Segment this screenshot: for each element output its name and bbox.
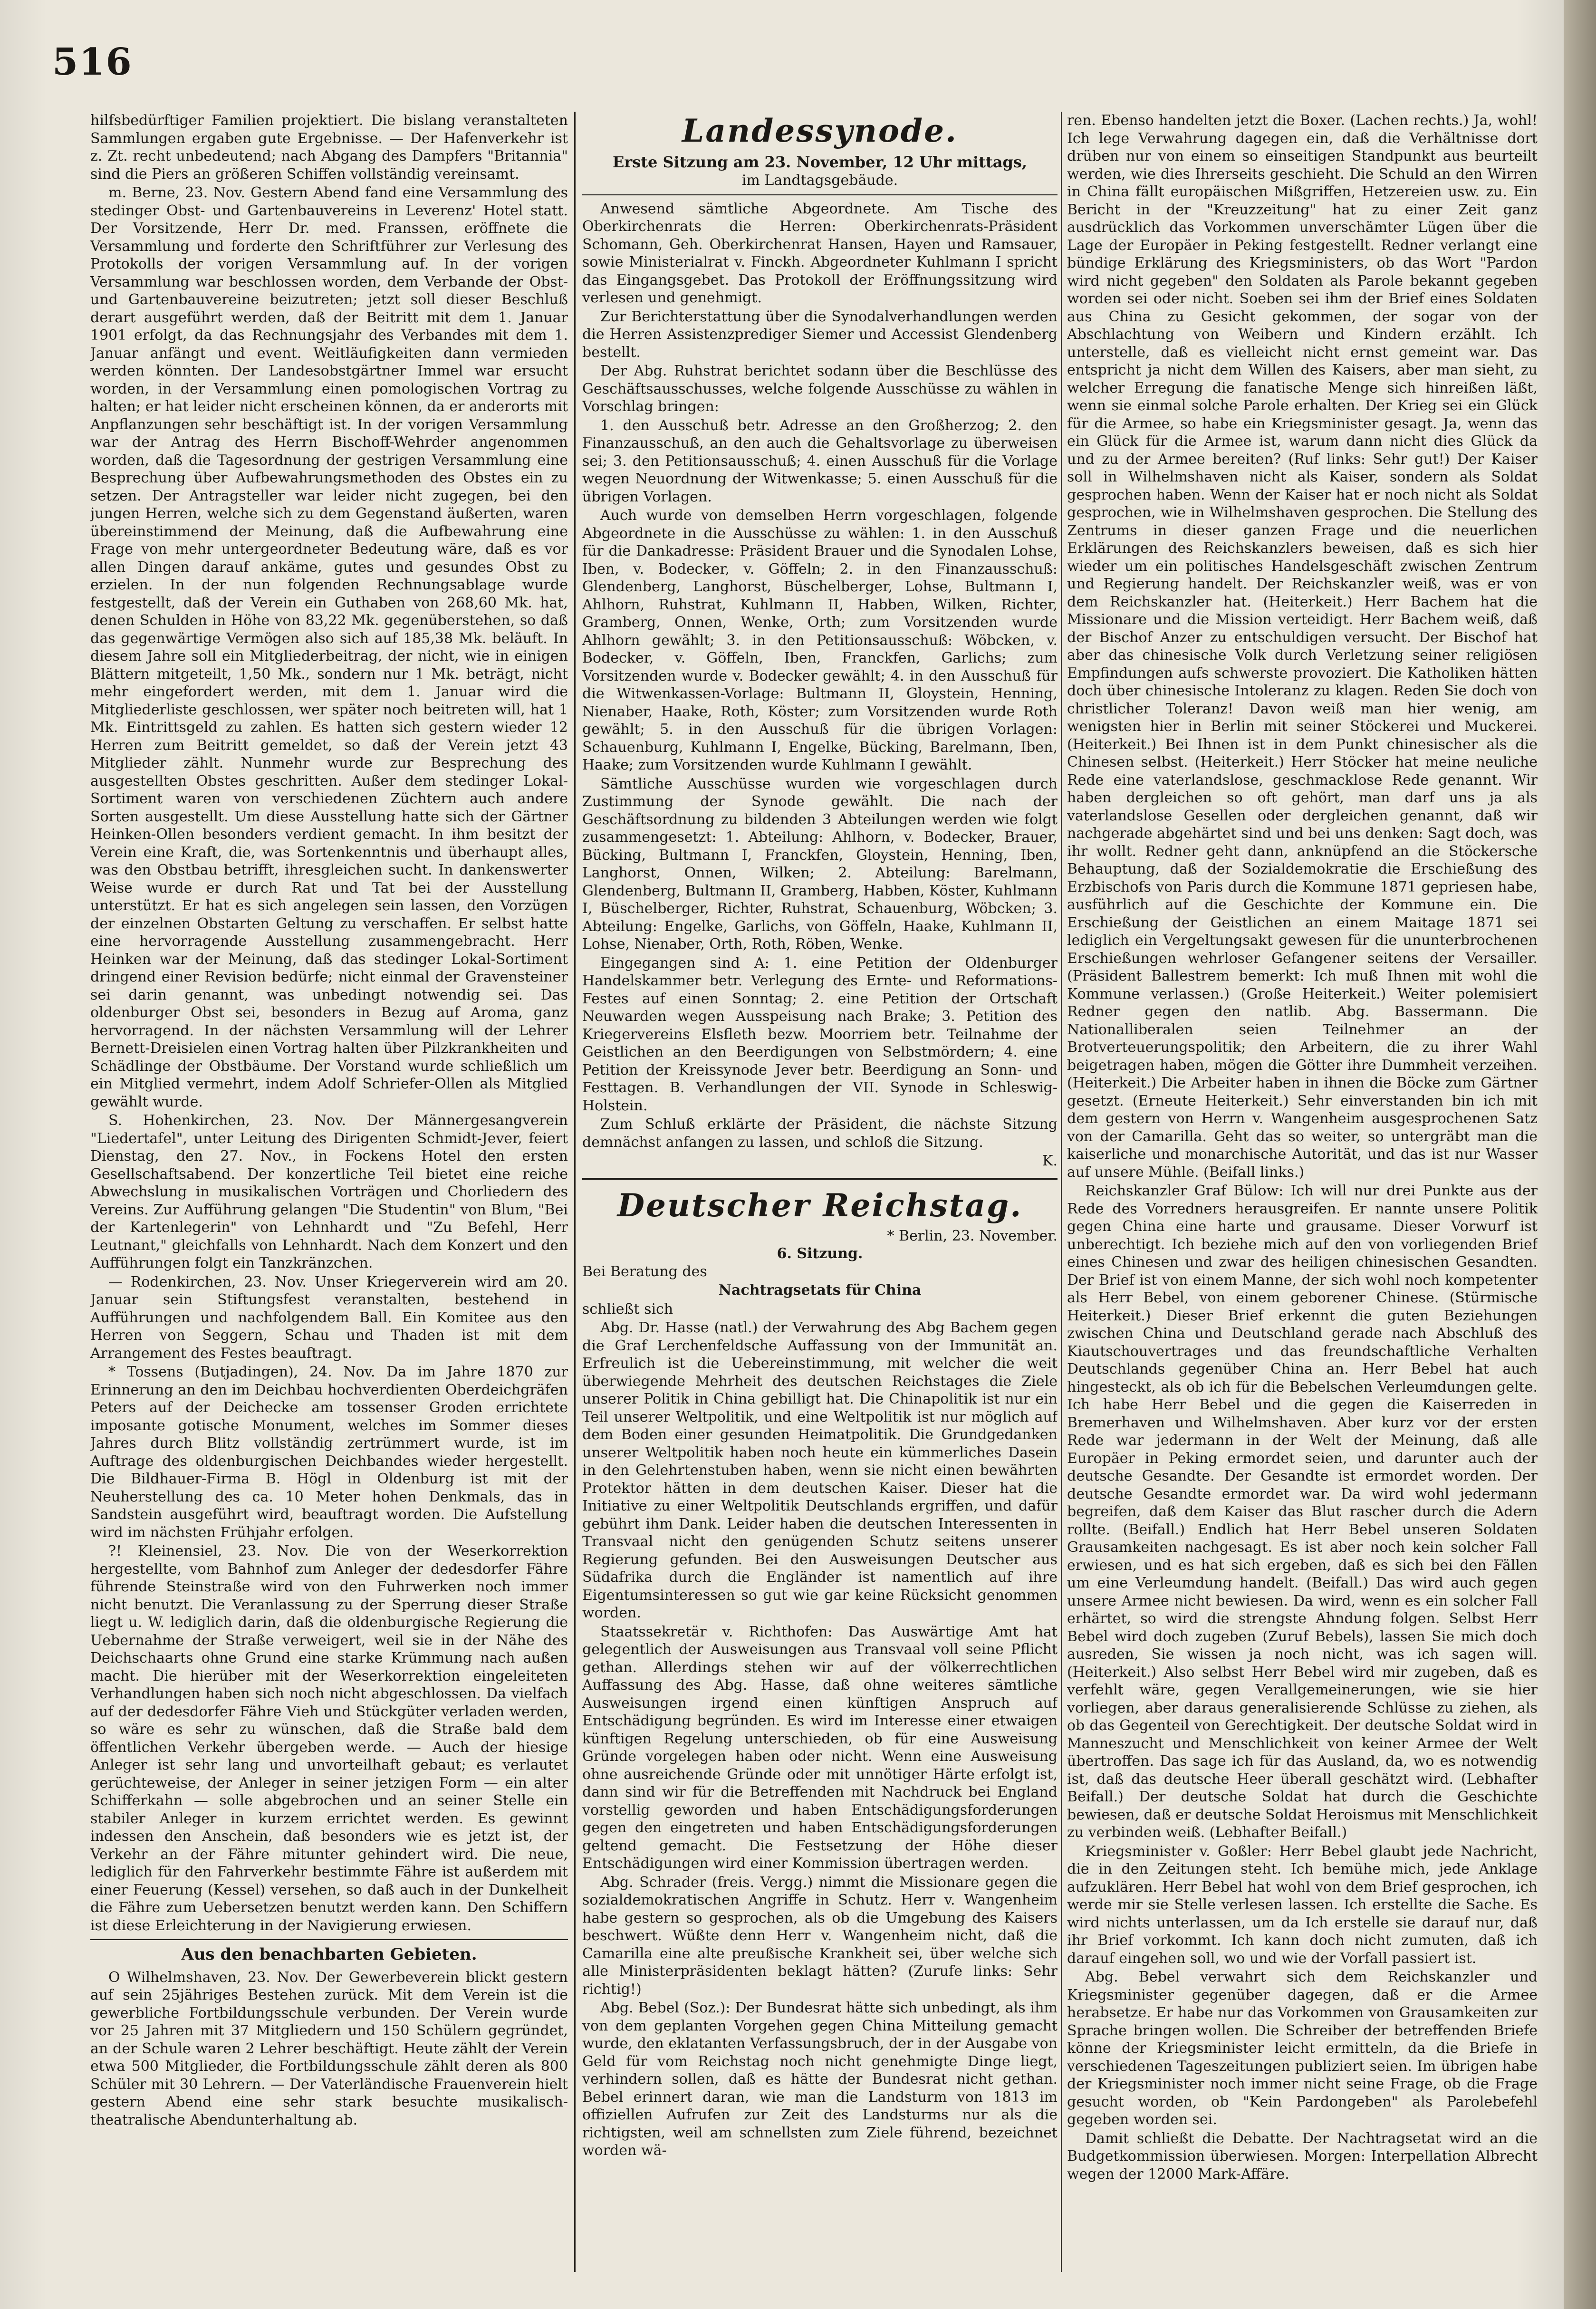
session-location: im Landtagsgebäude. — [741, 172, 898, 189]
column-rule — [574, 112, 576, 2272]
lead-topic: Nachtragsetats für China — [718, 1282, 922, 1299]
synode-paragraph: Der Abg. Ruhstrat berichtet sodann über die Beschlüsse des Geschäftsausschusses, welche folgende Ausschüsse zu wählen in Vorschlag bringen: — [582, 363, 1058, 415]
speech-gossler: Kriegsminister v. Goßler: Herr Bebel glaubt jede Nachricht, die in den Zeitungen steht. Ich bemühe mich, jede Anklage aufzuklären. Herr Bebel hat wohl von dem Brief gesprochen, ich werde mir sie Stelle verlesen lassen. Ich erstellte die Sache. Es wird nichts unterlassen, um da Ich erstelle sie darauf nur, daß ihr Brief vorkommt. Ich kann doch nicht zumuten, daß ich darauf eingehen soll, wo und wie der Vorfall passiert ist. — [1067, 1843, 1538, 1967]
speech-buelow: Reichskanzler Graf Bülow: Ich will nur drei Punkte aus der Rede des Vorredners herausgreifen. Er nannte unsere Politik gegen China eine harte und grausame. Dieser Vorwurf ist unberechtigt. Ich beziehe mich auf den von vorliegenden Brief eines Chinesen und zwar des heiligen chinesischen Gesandten. Der Brief ist von einem Manne, der sich wohl noch kompetenter als Herr Bebel, von einem geborener Chinese. (Stürmische Heiterkeit.) Dieser Brief erkennt die guten Beziehungen zwischen China und Deutschland gerade nach Abschluß des Kiautschouvertrages und das freundschaftliche Verhalten Deutschlands gegenüber China an. Herr Bebel hat auch hingesteckt, als ob ich für die Bebelschen Verleumdungen gelte. Ich habe Herr Bebel und die gegen die Kaiserreden in Bremerhaven und Wilhelmshaven. Aber kurz vor der ersten Rede war jedermann in der Welt der Meinung, daß alle Europäer in Peking ermordet seien, und darunter auch der deutsche Gesandte. Der Gesandte ist ermordet worden. Der deutsche Gesandte ermordet war. Da wird wohl jedermann begreifen, daß dem Kaiser das Blut rascher durch die Adern rollte. (Beifall.) Endlich hat Herr Bebel unseren Soldaten Grausamkeiten nachgesagt. Es ist aber noch kein solcher Fall erwiesen, und es hat sich ergeben, daß es sich bei den Fällen um eine Verleumdung handelt. (Beifall.) Das wird auch gegen unsere Armee nicht bewiesen. Da wird, wenn es ein solcher Fall erhärtet, so wird die strengste Ahndung folgen. Selbst Herr Bebel wird doch zugeben (Zuruf Bebels), lassen Sie mich doch ausreden, Sie wissen ja noch nicht, was ich sagen will. (Heiterkeit.) Also selbst Herr Bebel wird mir zugeben, daß es verfehlt wäre, gegen Verallgemeinerungen, wie sie hier vorliegen, aber daraus generalisierende Schlüsse zu ziehen, als ob das Gegenteil von Gerechtigkeit. Der deutsche Soldat wird in Manneszucht und Menschlichkeit von keiner Armee der Welt übertroffen. Das sage ich für das Ausland, da, wo es notwendig ist, daß das deutsche Heer überall geschätzt wird. (Lebhafter Beifall.) Der deutsche Soldat hat durch die Geschichte bewiesen, daß er deutsche Soldat Heroismus mit Menschlichkeit zu verbinden weiß. (Lebhafter Beifall.) — [1067, 1183, 1538, 1841]
column-3 — [1067, 112, 1538, 2277]
section-heading: Aus den benachbarten Gebieten. — [181, 1945, 477, 1964]
section-title-reichstag: Deutscher Reichstag. — [617, 1186, 1023, 1224]
article-rodenkirchen: — Rodenkirchen, 23. Nov. Unser Kriegerverein wird am 20. Januar sein Stiftungsfest veranstalten, bestehend in Aufführungen und nachfolgendem Ball. Ein Komitee aus den Herren von Seggern, Schau und Thaden ist mit dem Arrangement des Festes beauftragt. — [90, 1273, 568, 1362]
article-kleinensiel: ?! Kleinensiel, 23. Nov. Die von der Weserkorrektion hergestellte, vom Bahnhof zum Anleger der dedesdorfer Fähre führende Steinstraße wird von den Fuhrwerken noch immer nicht benutzt. Die Veranlassung zu der Sperrung dieser Straße liegt u. W. lediglich darin, daß die oldenburgische Regierung die Uebernahme der Straße verweigert, weil sie in der Nähe des Deichschaarts ohne Grund eine starke Krümmung nach außen macht. Die hierüber mit der Weserkorrektion eingeleiteten Verhandlungen haben sich noch nicht abgeschlossen. Da vielfach auf der dedesdorfer Fähre Vieh und Stückgüter verladen werden, so wäre es sehr zu wünschen, daß die Straße bald dem öffentlichen Verkehr übergeben werde. — Auch der hiesige Anleger ist sehr lang und unvorteilhaft gebaut; es verlautet gerüchteweise, der Anleger in seiner jetzigen Form — ein alter Schifferkahn — solle abgebrochen und an seiner Stelle ein stabiler Anleger in kurzem errichtet werden. Es gewinnt indessen den Anschein, daß besonders wie es jetzt ist, der Verkehr an der Fähre mitunter gehindert wird. Die neue, lediglich für den Fahrverkehr bestimmte Fähre ist außerdem mit einer Feuerung (Kessel) versehen, so daß auch in der Dunkelheit die Fähre zum Uebersetzen benutzt werden kann. Den Schiffern ist diese Erleichterung in der Navigierung erwiesen. — [90, 1543, 568, 1934]
divider — [582, 194, 1058, 195]
article-tossens: * Tossens (Butjadingen), 24. Nov. Da im Jahre 1870 zur Erinnerung an den im Deichbau hochverdienten Oberdeichgräfen Peters auf der Deichecke am tossenser Groden errichtete imposante gotische Monument, welches im Sommer dieses Jahres durch Blitz vollständig zertrümmert wurde, ist im Auftrage des oldenburgischen Deichbandes wieder hergestellt. Die Bildhauer-Firma B. Högl in Oldenburg ist mit der Neuherstellung des ca. 10 Meter hohen Denkmals, das in Sandstein ausgeführt wird, beauftragt worden. Die Aufstellung wird im nächsten Frühjahr erfolgen. — [90, 1364, 568, 1541]
synode-paragraph: Auch wurde von demselben Herrn vorgeschlagen, folgende Abgeordnete in die Ausschüsse zu wählen: 1. in den Ausschuß für die Dankadresse: Präsident Brauer und die Synodalen Lohse, Iben, v. Bodecker, v. Göffeln; 2. in den Finanzausschuß: Glendenberg, Langhorst, Büschelberger, Lohse, Bultmann I, Ahlhorn, Ruhstrat, Kuhlmann II, Habben, Wilken, Richter, Gramberg, Onnen, Wenke, Orth; zum Vorsitzenden wurde Ahlhorn gewählt; 3. in den Petitionsausschuß: Wöbcken, v. Bodecker, v. Göffeln, Iben, Franckfen, Garlichs; zum Vorsitzenden wurde v. Bodecker gewählt; 4. in den Ausschuß für die Witwenkassen-Vorlage: Bultmann II, Gloystein, Henning, Nienaber, Haake, Roth, Köster; zum Vorsitzenden wurde Roth gewählt; 5. in den Ausschuß für die übrigen Vorlagen: Schauenburg, Kuhlmann I, Engelke, Bücking, Barelmann, Iben, Haake; zum Vorsitzenden wurde Kuhlmann I gewählt. — [582, 507, 1058, 773]
speech-richthofen: Staatssekretär v. Richthofen: Das Auswärtige Amt hat gelegentlich der Ausweisungen aus Transvaal voll seine Pflicht gethan. Allerdings stehen wir auf der völkerrechtlichen Auffassung des Abg. Hasse, daß ohne weiteres sämtliche Ausweisungen irgend einen künftigen Anspruch auf Entschädigung begründen. Es wird im Interesse einer etwaigen künftigen Regelung unterschieden, ob für eine Ausweisung Gründe vorgelegen haben oder nicht. Wenn eine Ausweisung ohne ausreichende Gründe oder mit unnötiger Härte erfolgt ist, dann sind wir für die Betreffenden mit Nachdruck bei England vorstellig geworden und haben Entschädigungsforderungen gegen den eingetreten und haben Entschädigungsforderungen geltend gemacht. Die Festsetzung der Höhe dieser Entschädigungen wird einer Kommission übertragen werden. — [582, 1623, 1058, 1872]
lead-line: Bei Beratung des — [582, 1263, 707, 1280]
speech-bebel-reply: Abg. Bebel verwahrt sich dem Reichskanzler und Kriegsminister gegenüber dagegen, daß er die Armee herabsetze. Er habe nur das Vorkommen von Grausamkeiten zur Sprache bringen wollen. Die Schreiber der betreffenden Briefe könne der Kriegsminister leicht ermitteln, da die Briefe in verschiedenen Tageszeitungen publiziert seien. Im übrigen habe der Kriegsminister noch immer nicht seine Frage, ob die Frage gesucht worden, ob "Kein Pardongeben" als Parolebefehl gegeben worden sei. — [1067, 1969, 1538, 2128]
session-subtitle: Erste Sitzung am 23. November, 12 Uhr mittags, — [613, 153, 1027, 171]
author-sign: K. — [1042, 1153, 1058, 1169]
synode-committee-list: 1. den Ausschuß betr. Adresse an den Großherzog; 2. den Finanzausschuß, an den auch die Gehaltsvorlage zu überweisen sei; 3. den Petitionsausschuß; 4. einen Ausschuß für die Vorlage wegen Neuordnung der Witwenkasse; 5. einen Ausschuß für die übrigen Vorlagen. — [582, 417, 1058, 505]
closing-note: Damit schließt die Debatte. Der Nachtragsetat wird an die Budgetkommission überwiesen. Morgen: Interpellation Albrecht wegen der 12000 Mark-Affäre. — [1067, 2130, 1538, 2183]
synode-paragraph: Sämtliche Ausschüsse wurden wie vorgeschlagen durch Zustimmung der Synode gewählt. Die nach der Geschäftsordnung zu bildenden 3 Abteilungen werden wie folgt zusammengesetzt: 1. Abteilung: Ahlhorn, v. Bodecker, Brauer, Bücking, Bultmann I, Franckfen, Gloystein, Henning, Iben, Langhorst, Onnen, Wilken; 2. Abteilung: Barelmann, Glendenberg, Bultmann II, Gramberg, Habben, Köster, Kuhlmann I, Büschelberger, Richter, Ruhstrat, Schauenburg, Wöbcken; 3. Abteilung: Engelke, Garlichs, von Göffeln, Haake, Kuhlmann II, Lohse, Nienaber, Orth, Roth, Röben, Wenke. — [582, 775, 1058, 952]
speech-schrader: Abg. Schrader (freis. Vergg.) nimmt die Missionare gegen die sozialdemokratischen Angriffe in Schutz. Herr v. Wangenheim habe gestern so gesprochen, als ob die Umgebung des Kaisers beschwert. Wüßte denn Herr v. Wangenheim nicht, daß die Camarilla eine alte preußische Krankheit sei, über welche sich alle Ministerpräsidenten beklagt hätten? (Zurufe links: Sehr richtig!) — [582, 1874, 1058, 1998]
dateline: * Berlin, 23. November. — [887, 1227, 1058, 1244]
speech-bebel: Abg. Bebel (Soz.): Der Bundesrat hätte sich unbedingt, als ihm von dem geplanten Vorgehen gegen China Mitteilung gemacht wurde, den eklatanten Verfassungsbruch, der in der Ausgabe von Geld für vom Reichstag noch nicht genehmigte Dinge liegt, verhindern sollen, daß es hätte der Bundesrat nicht gethan. Bebel erinnert daran, wie man die Landsturm von 1813 im offiziellen Aufrufen zur Zeit des Landsturms nur als die richtigsten, weil am schnellsten zum Ziele führend, bezeichnet worden wä- — [582, 2000, 1058, 2159]
column-rule — [1061, 112, 1062, 2272]
synode-paragraph: Eingegangen sind A: 1. eine Petition der Oldenburger Handelskammer betr. Verlegung des Ernte- und Reformations-Festes auf einen Sonntag; 2. eine Petition der Ortschaft Neuwarden wegen Ausspeisung nach Brake; 3. Petition des Kriegervereins Elsfleth bezw. Moorriem betr. Teilnahme der Geistlichen an den Beerdigungen von Selbstmördern; 4. eine Petition der Kreissynode Jever betr. Beerdigung an Sonn- und Festtagen. B. Verhandlungen der VII. Synode in Schleswig-Holstein. — [582, 954, 1058, 1114]
session-number: 6. Sitzung. — [777, 1245, 863, 1262]
speech-hasse: Abg. Dr. Hasse (natl.) der Verwahrung des Abg Bachem gegen die Graf Lerchenfeldsche Auffassung von der Immunität an. Erfreulich ist die Uebereinstimmung, mit welcher die weit überwiegende Mehrheit des deutschen Reichstages die Ziele unserer Politik in China gebilligt hat. Die Chinapolitik ist nur ein Teil unserer Weltpolitik, und eine Weltpolitik ist nur möglich auf dem Boden einer gesunden Heimatpolitik. Die Grundgedanken unserer Weltpolitik haben noch heute ein kümmerliches Dasein in den Gelehrtenstuben haben, wenn sie nicht einen bewährten Protektor hätten in dem deutschen Kaiser. Dieser hat die Initiative zu einer Weltpolitik Deutschlands ergriffen, und dafür gebührt ihm Dank. Leider haben die deutschen Interessenten in Transvaal nicht den genügenden Schutz seitens unserer Regierung gefunden. Bei den Ausweisungen Deutscher aus Südafrika durch die Engländer ist namentlich auf ihre Eigentumsinteressen so gut wie gar keine Rücksicht genommen worden. — [582, 1319, 1058, 1621]
section-title-landessynode: Landessynode. — [682, 112, 958, 149]
article-berne: m. Berne, 23. Nov. Gestern Abend fand eine Versammlung des stedinger Obst- und Gartenbauvereins in Leverenz' Hotel statt. Der Vorsitzende, Herr Dr. med. Franssen, eröffnete die Versammlung und forderte den Schriftführer zur Verlesung des Protokolls der vorigen Versammlung auf. In der vorigen Versammlung war beschlossen worden, dem Verbande der Obst- und Gartenbauvereine beizutreten; jetzt soll dieser Beschluß derart ausgeführt werden, daß der Beitritt mit dem 1. Januar 1901 erfolgt, da das Rechnungsjahr des Verbandes mit dem 1. Januar anfängt und event. Weitläufigkeiten dann vermieden werden könnten. Der Landesobstgärtner Immel war ersucht worden, in der Versammlung einen pomologischen Vortrag zu halten; er hat leider nicht erscheinen können, da er anderorts mit Anpflanzungen sehr beschäftigt ist. In der vorigen Versammlung war der Antrag des Herrn Bischoff-Wehrder angenommen worden, daß die Tagesordnung der gestrigen Versammlung eine Besprechung über Aufbewahrungsmethoden des Obstes ein zu setzen. Der Antragsteller war leider nicht zugegen, bei den jungen Herren, welche sich zu dem Gegenstand äußerten, waren übereinstimmend der Meinung, daß die Aufbewahrung eine Frage von mehr untergeordneter Bedeutung wäre, daß es vor allen Dingen darauf ankäme, gutes und gesundes Obst zu erzielen. In der nun folgenden Rechnungsablage wurde festgestellt, daß der Verein ein Guthaben von 268,60 Mk. hat, denen Schulden in Höhe von 83,22 Mk. gegenüberstehen, so daß das gegenwärtige Vermögen also sich auf 185,38 Mk. beläuft. In diesem Jahre soll ein Mitgliederbeitrag, der nicht, wie in einigen Blättern mitgeteilt, 1,50 Mk., sondern nur 1 Mk. beträgt, nicht mehr eingefordert werden, mit dem 1. Januar wird die Mitgliederliste geschlossen, wer später noch beitreten will, hat 1 Mk. Eintrittsgeld zu zahlen. Es hatten sich gestern wieder 12 Herren zum Beitritt gemeldet, so daß der Verein jetzt 43 Mitglieder zählt. Nunmehr wurde zur Besprechung des ausgestellten Obstes geschritten. Außer dem stedinger Lokal-Sortiment waren von verschiedenen Züchtern auch andere Sorten ausgestellt. Um diese Ausstellung hatte sich der Gärtner Heinken-Ollen besonders verdient gemacht. In ihm besitzt der Verein eine Kraft, die, was Sortenkenntnis und überhaupt alles, was den Obstbau betrifft, ihresgleichen sucht. In dankenswerter Weise wurde er durch Rat und Tat bei der Ausstellung unterstützt. Er hat es sich angelegen sein lassen, den Vorzügen der einzelnen Obstarten Geltung zu verschaffen. Er selbst hatte eine hervorragende Ausstellung zusammengebracht. Herr Heinken war der Meinung, daß das stedinger Lokal-Sortiment dringend einer Revision bedürfe; nicht einmal der Gravensteiner sei darin genannt, was unbedingt notwendig sei. Das oldenburger Obst sei, besonders in Bezug auf Aroma, ganz hervorragend. In der nächsten Versammlung will der Lehrer Bernett-Dreisielen einen Vortrag halten über Pilzkrankheiten und Schädlinge der Obstbäume. Der Vorstand wurde schließlich um ein Mitglied vermehrt, indem Adolf Schriefer-Ollen als Mitglied gewählt wurde. — [90, 184, 568, 1110]
section-divider — [90, 1939, 568, 1940]
speech-bebel-continued: ren. Ebenso handelten jetzt die Boxer. (Lachen rechts.) Ja, wohl! Ich lege Verwahrung dagegen ein, daß die Verhältnisse dort drüben nur von einem so einseitigen Standpunkt aus beurteilt werden, wie dies Ihrerseits geschieht. Die Schuld an den Wirren in China fällt europäischen Mißgriffen, Hetzereien usw. zu. Ein Bericht in der "Kreuzzeitung" hat zu einer Zeit ganz ausdrücklich das Vorkommen unverschämter Lügen über die Lage der Europäer in Peking festgestellt. Redner verlangt eine bündige Erklärung des Kriegsministers, ob das Wort "Pardon wird nicht gegeben" den Soldaten als Parole bekannt gegeben worden sei oder nicht. Soeben sei ihm der Brief eines Soldaten aus China zu Gesicht gekommen, der sogar von der Abschlachtung von Weibern und Kindern erzählt. Ich unterstelle, daß es vielleicht nicht ernst gemeint war. Das entspricht ja nicht dem Willen des Kaisers, aber man sieht, zu welcher Erregung die fanatische Menge sich hinreißen läßt, wenn sie einmal solche Parole erhalten. Der Krieg sei ein Glück für die Armee, so habe ein Kriegsminister gesagt. Ja, wenn das ein Glück für die Armee ist, warum dann nicht dies Glück da und zu der Armee bereiten? (Ruf links: Sehr gut!) Der Kaiser soll in Wilhelmshaven nicht als Kaiser, sondern als Soldat gesprochen haben. Wenn der Kaiser hat er noch nicht als Soldat gesprochen, wie in Wilhelmshaven gesprochen. Die Stellung des Zentrums in dieser ganzen Frage und die neuerlichen Erklärungen des Reichskanzlers beweisen, daß es sich hier wieder um ein politisches Handelsgeschäft zwischen Zentrum und Regierung handelt. Der Reichskanzler weiß, was er von dem Reichskanzler hat. (Heiterkeit.) Herr Bachem hat die Missionare und die Mission verteidigt. Herr Bachem weiß, daß der Bischof Anzer zu entschuldigen versucht. Der Bischof hat aber das chinesische Volk durch Verletzung seiner religiösen Empfindungen aufs schwerste provoziert. Die Katholiken hätten doch über chinesische Intoleranz zu klagen. Reden Sie doch von christlicher Toleranz! Davon weiß man hier wenig, am wenigsten hier in Berlin mit seiner Stöckerei und Muckerei. (Heiterkeit.) Bei Ihnen ist in dem Punkt chinesischer als die Chinesen selbst. (Heiterkeit.) Herr Stöcker hat meine neuliche Rede eine vaterlandslose, geschmacklose Rede genannt. Wir haben dergleichen so oft gehört, man darf uns ja als vaterlandslose Gesellen oder dergleichen genannt, daß wir nachgerade abgehärtet sind und bei uns denken: Sagt doch, was ihr wollt. Redner geht dann, anknüpfend an die Stöckersche Behauptung, daß der Sozialdemokratie die Erschießung des Erzbischofs von Paris durch die Kommune 1871 gepriesen habe, ausführlich auf die Geschichte der Kommune ein. Die Erschießung der Geistlichen an einem Maitage 1871 sei lediglich ein Vergeltungsakt gewesen für die ununterbrochenen Erschießungen wehrloser Gefangener seitens der Versailler. (Präsident Ballestrem bemerkt: Ich muß Ihnen mit wohl die Kommune verlassen.) (Große Heiterkeit.) Weiter polemisiert Redner gegen den natlib. Abg. Bassermann. Die Nationalliberalen seien Teilnehmer an der Brotverteuerungspolitik; den Arbeitern, die zu ihrer Wahl beigetragen haben, mögen die Götter ihre Dummheit verzeihen. (Heiterkeit.) Die Arbeiter haben in ihnen die Böcke zum Gärtner gesetzt. (Erneute Heiterkeit.) Sehr einverstanden bin ich mit dem gestern von Herrn v. Wangenheim ausgesprochenen Satz von der Camarilla. Geht das so weiter, so untergräbt man die kaiserliche und monarchische Autorität, und das ist nur Wasser auf unsere Mühle. (Beifall links.) — [1067, 112, 1538, 1181]
article-text: hilfsbedürftiger Familien projektiert. Die bislang veranstalteten Sammlungen ergaben gute Ergebnisse. — Der Hafenverkehr ist z. Zt. recht unbedeutend; nach Abgang des Dampfers "Britannia" sind die Piers an größeren Schiffen vollständig vereinsamt. — [90, 112, 568, 183]
column-1 — [90, 112, 568, 2277]
article-wilhelmshaven: O Wilhelmshaven, 23. Nov. Der Gewerbeverein blickt gestern auf sein 25jähriges Bestehen zurück. Mit dem Verein ist die gewerbliche Fortbildungsschule verbunden. Der Verein wurde vor 25 Jahren mit 37 Mitgliedern und 150 Schülern gegründet, an der Schule waren 2 Lehrer beschäftigt. Heute zählt der Verein etwa 500 Mitglieder, die Fortbildungsschule zählt deren als 800 Schüler mit 30 Lehrern. — Der Vaterländische Frauenverein hielt gestern Abend eine sehr stark besuchte musikalisch-theatralische Abendunterhaltung ab. — [90, 1969, 568, 2128]
synode-paragraph: Anwesend sämtliche Abgeordnete. Am Tische des Oberkirchenrats die Herren: Oberkirchenrats-Präsident Schomann, Geh. Oberkirchenrat Hansen, Hayen und Ramsauer, sowie Ministerialrat v. Finckh. Abgeordneter Kuhlmann I spricht das Eingangsgebet. Das Protokoll der Eröffnungssitzung wird verlesen und genehmigt. — [582, 200, 1058, 306]
article-hohenkirchen: S. Hohenkirchen, 23. Nov. Der Männergesangverein "Liedertafel", unter Leitung des Dirigenten Schmidt-Jever, feiert Dienstag, den 27. Nov., in Fockens Hotel den ersten Gesellschaftsabend. Der konzertliche Teil bietet eine reiche Abwechslung in musikalischen Vorträgen und Chorliedern des Vereins. Zur Aufführung gelangen "Die Studentin" von Blum, "Bei der Kartenlegerin" von Lehnhardt und "Zu Befehl, Herr Leutnant," gleichfalls von Lehnhardt. Nach dem Konzert und den Aufführungen folgt ein Tanzkränzchen. — [90, 1112, 568, 1271]
lead-line: schließt sich — [582, 1300, 673, 1318]
synode-paragraph: Zur Berichterstattung über die Synodalverhandlungen werden die Herren Assistenzprediger Siemer und Accessist Glendenberg bestellt. — [582, 308, 1058, 361]
column-2 — [582, 112, 1058, 2277]
page-edge — [1564, 0, 1596, 2309]
divider — [582, 1178, 1058, 1180]
page-number: 516 — [52, 40, 133, 84]
synode-paragraph: Zum Schluß erklärte der Präsident, die nächste Sitzung demnächst anfangen zu lassen, und schloß die Sitzung. — [582, 1116, 1058, 1151]
